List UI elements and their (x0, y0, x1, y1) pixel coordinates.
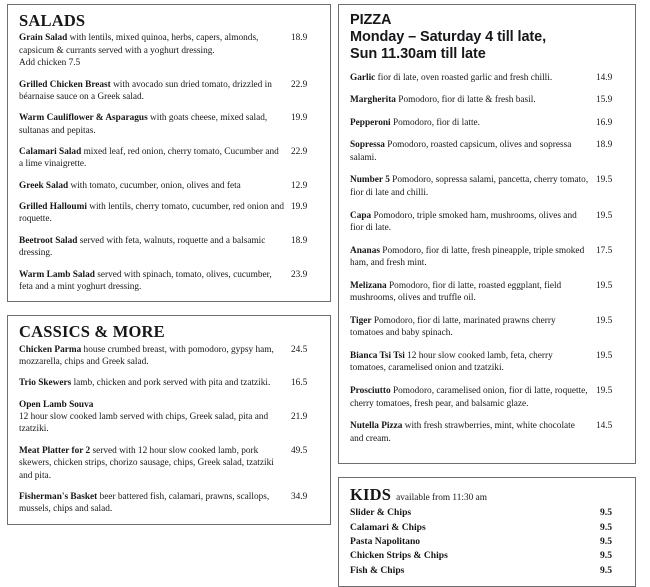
kids-heading: KIDS (350, 485, 392, 505)
menu-item-name: Warm Cauliflower & Asparagus (19, 113, 148, 124)
pizza-hours-line-2: Sun 11.30am till late (350, 46, 486, 63)
menu-item (19, 269, 321, 294)
menu-item (19, 201, 321, 226)
menu-item-name: Grain Salad (19, 33, 68, 44)
kids-availability-note: available from 11:30 am (396, 493, 487, 504)
menu-item-body (350, 210, 596, 235)
salads-heading: SALADS (19, 11, 86, 30)
menu-item-name: Meat Platter for 2 (19, 445, 91, 456)
menu-item-body (350, 385, 596, 410)
menu-item-name: Melizana (350, 280, 387, 291)
kids-heading-block (350, 485, 626, 505)
menu-item-body (19, 269, 291, 294)
menu-item-description: served with 12 hour slow cooked lamb, pork skewers, chicken strips, chorizo sausage, chips, Greek salad, tzatziki and pita. (19, 445, 274, 481)
classics-panel (7, 315, 331, 524)
pizza-heading: PIZZA (350, 12, 392, 28)
menu-item (19, 344, 321, 369)
menu-item-description: Pomodoro, sopressa salami, pancetta, cherry tomato, fior di late and chilli. (350, 175, 589, 198)
kids-item-name: Chicken Strips & Chips (350, 550, 448, 562)
menu-item-name: Trio Skewers (19, 378, 72, 389)
menu-item-price: 19.5 (596, 386, 613, 396)
menu-item-body (19, 344, 291, 369)
menu-item-body (19, 180, 291, 192)
menu-item-description: house crumbed breast, with pomodoro, gypsy ham, mozzarella, chips and Greek salad. (19, 344, 274, 368)
menu-item-name: Bianca Tsi Tsi (350, 350, 405, 361)
menu-item-description: 12 hour slow cooked lamb, feta, cherry tomatoes, caramelised onion and tzatziki. (350, 350, 553, 374)
classics-item-list (19, 344, 321, 516)
menu-item (19, 32, 321, 69)
kids-menu-item (350, 535, 626, 549)
menu-item-name: Warm Lamb Salad (19, 269, 95, 280)
menu-item-description: 12 hour slow cooked lamb served with chips, Greek salad, pita and tzatziki. (19, 412, 269, 435)
menu-item-body (350, 315, 596, 340)
menu-item-description: Pomodoro, fior di latte, fresh pineapple, triple smoked ham, and fresh mint. (350, 245, 585, 269)
menu-item-price: 19.5 (596, 210, 613, 221)
salads-panel (7, 4, 331, 302)
menu-item-description: Pomodoro, fior di latte, marinated prawns cherry tomatoes and baby spinach. (350, 315, 556, 339)
menu-item (350, 245, 626, 270)
menu-item-addon: Add chicken 7.5 (19, 58, 81, 69)
menu-item-name: Tiger (350, 315, 372, 326)
classics-heading: CASSICS & MORE (19, 322, 165, 342)
menu-item-price: 22.9 (291, 146, 308, 157)
kids-item-price: 9.5 (600, 507, 612, 519)
menu-item-name: Grilled Halloumi (19, 202, 87, 213)
menu-item-price: 49.5 (291, 445, 308, 456)
menu-item (19, 377, 321, 389)
menu-item-body (19, 201, 291, 226)
menu-item-description: fior di late, oven roasted garlic and fresh chilli. (375, 72, 553, 83)
menu-item-price: 17.5 (596, 245, 613, 256)
kids-panel (338, 477, 636, 587)
menu-item-name: Calamari Salad (19, 146, 82, 157)
menu-item-body (350, 420, 596, 445)
menu-item-description: beer battered fish, calamari, prawns, scallops, mussels, chips and salad. (19, 491, 270, 515)
menu-item-body (19, 146, 291, 171)
menu-item (350, 350, 626, 375)
menu-item (350, 174, 626, 199)
menu-item-description: lamb, chicken and pork served with pita and tzatziki. (71, 378, 271, 389)
menu-item-name: Number 5 (350, 175, 390, 186)
menu-item-body (350, 280, 596, 305)
menu-item (350, 280, 626, 305)
kids-item-price: 9.5 (600, 535, 612, 547)
menu-item-body (350, 245, 596, 270)
menu-item-price: 22.9 (291, 79, 308, 90)
menu-item-description: Pomodoro, triple smoked ham, mushrooms, olives and fior di late. (350, 210, 577, 234)
menu-item-price: 19.5 (596, 175, 613, 186)
menu-item-name: Greek Salad (19, 180, 69, 191)
menu-item-name: Grilled Chicken Breast (19, 79, 111, 90)
menu-item (350, 385, 626, 410)
menu-item (19, 491, 321, 516)
menu-item-name: Sopressa (350, 140, 385, 151)
menu-item-description: Pomodoro, roasted capsicum, olives and sopressa salami. (350, 140, 572, 163)
menu-item-description: Pomodoro, caramelised onion, fior di latte, roquette, cherry tomatoes, fresh pear, and balsamic glaze. (350, 386, 588, 409)
salads-item-list (19, 32, 321, 293)
pizza-item-list (350, 72, 626, 445)
menu-item-body (19, 112, 291, 137)
menu-item-price: 16.9 (596, 117, 613, 128)
menu-item-body (350, 72, 596, 85)
menu-item-price: 15.9 (596, 95, 613, 106)
menu-item (19, 112, 321, 137)
menu-item-price: 14.5 (596, 421, 613, 432)
menu-item-description: with avocado sun dried tomato, drizzled in béarnaise sauce on a Greek salad. (19, 79, 272, 102)
menu-item-price: 19.5 (596, 350, 613, 361)
menu-item-description: with goats cheese, mixed salad, sultanas and pepitas. (19, 113, 268, 136)
menu-item-name: Capa (350, 210, 372, 221)
menu-item-description: mixed leaf, red onion, cherry tomato, Cucumber and a lime vinaigrette. (19, 146, 279, 170)
menu-item-body (19, 491, 291, 516)
menu-item (19, 180, 321, 192)
menu-item (350, 139, 626, 164)
menu-item-body (19, 377, 291, 389)
menu-item-price: 16.5 (291, 378, 308, 389)
kids-menu-item (350, 549, 626, 563)
menu-item-price: 34.9 (291, 491, 308, 502)
menu-item-body (19, 235, 291, 260)
kids-item-name: Calamari & Chips (350, 521, 426, 533)
menu-item-body (19, 445, 291, 482)
pizza-heading-block (350, 12, 626, 63)
menu-item-price: 18.9 (291, 33, 308, 44)
menu-item (350, 72, 626, 85)
menu-item-price: 19.9 (291, 113, 308, 124)
menu-item-body (19, 399, 291, 436)
menu-item (350, 420, 626, 445)
kids-menu-item (350, 521, 626, 535)
kids-item-name: Fish & Chips (350, 564, 405, 576)
menu-item-body (350, 117, 596, 130)
menu-item-description: Pomodoro, fior di latte, roasted eggplant, field mushrooms, olives and truffle oil. (350, 280, 562, 304)
menu-item-name: Fisherman's Basket (19, 491, 98, 502)
menu-item-name: Margherita (350, 95, 396, 106)
menu-item-price: 12.9 (291, 180, 308, 191)
menu-item-body (350, 94, 596, 107)
left-column (7, 4, 331, 525)
menu-item-name: Nutella Pizza (350, 421, 403, 432)
pizza-hours-line-1: Monday – Saturday 4 till late, (350, 29, 547, 46)
menu-item-body (350, 174, 596, 199)
menu-item-price: 19.5 (596, 280, 613, 291)
menu-item-body (350, 350, 596, 375)
menu-item-name: Pepperoni (350, 117, 391, 128)
kids-item-price: 9.5 (600, 564, 612, 576)
kids-menu-item (350, 564, 626, 578)
menu-item (19, 445, 321, 482)
kids-item-price: 9.5 (600, 521, 612, 533)
menu-item (350, 315, 626, 340)
menu-item-name: Prosciutto (350, 386, 391, 396)
menu-item-price: 24.5 (291, 344, 308, 355)
kids-item-price: 9.5 (600, 550, 612, 562)
menu-item-price: 19.5 (596, 315, 613, 326)
kids-item-name: Pasta Napolitano (350, 535, 421, 547)
menu-item (350, 210, 626, 235)
menu-item (350, 94, 626, 107)
pizza-panel (338, 4, 636, 464)
menu-item (19, 399, 321, 436)
menu-item-description: with lentils, mixed quinoa, herbs, capers, almonds, capsicum & currants served with a yoghurt dressing. (19, 33, 259, 56)
menu-item-description: with lentils, cherry tomato, cucumber, red onion and roquette. (19, 202, 285, 225)
menu-item-description: Pomodoro, fior di latte. (390, 117, 480, 128)
menu-item-description: served with spinach, tomato, olives, cucumber, feta and a mint yoghurt dressing. (19, 269, 272, 292)
menu-item-price: 18.9 (596, 140, 613, 151)
menu-item (19, 146, 321, 171)
kids-item-list (350, 506, 626, 578)
menu-item-name: Garlic (350, 72, 376, 83)
menu-item (350, 117, 626, 130)
menu-item-price: 21.9 (291, 412, 308, 423)
menu-item-price: 19.9 (291, 202, 308, 213)
menu-item-description: Pomodoro, fior di latte & fresh basil. (395, 95, 536, 106)
menu-item-body (19, 32, 291, 69)
menu-item (19, 235, 321, 260)
menu-item-price: 23.9 (291, 269, 308, 280)
menu-item-price: 14.9 (596, 72, 613, 83)
menu-item-name: Open Lamb Souva (19, 399, 94, 410)
menu-item-price: 18.9 (291, 235, 308, 246)
menu-item-body (350, 139, 596, 164)
right-column (338, 4, 636, 587)
menu-item-name: Beetroot Salad (19, 235, 78, 246)
kids-menu-item (350, 506, 626, 520)
menu-item-name: Ananas (350, 245, 380, 256)
menu-item-description: served with feta, walnuts, roquette and a balsamic dressing. (19, 235, 266, 259)
menu-item-body (19, 79, 291, 104)
kids-item-name: Slider & Chips (350, 507, 412, 519)
menu-item-name: Chicken Parma (19, 344, 82, 355)
menu-item (19, 79, 321, 104)
menu-item-description: with fresh strawberries, mint, white chocolate and cream. (350, 421, 575, 444)
menu-item-description: with tomato, cucumber, onion, olives and feta (68, 180, 241, 191)
